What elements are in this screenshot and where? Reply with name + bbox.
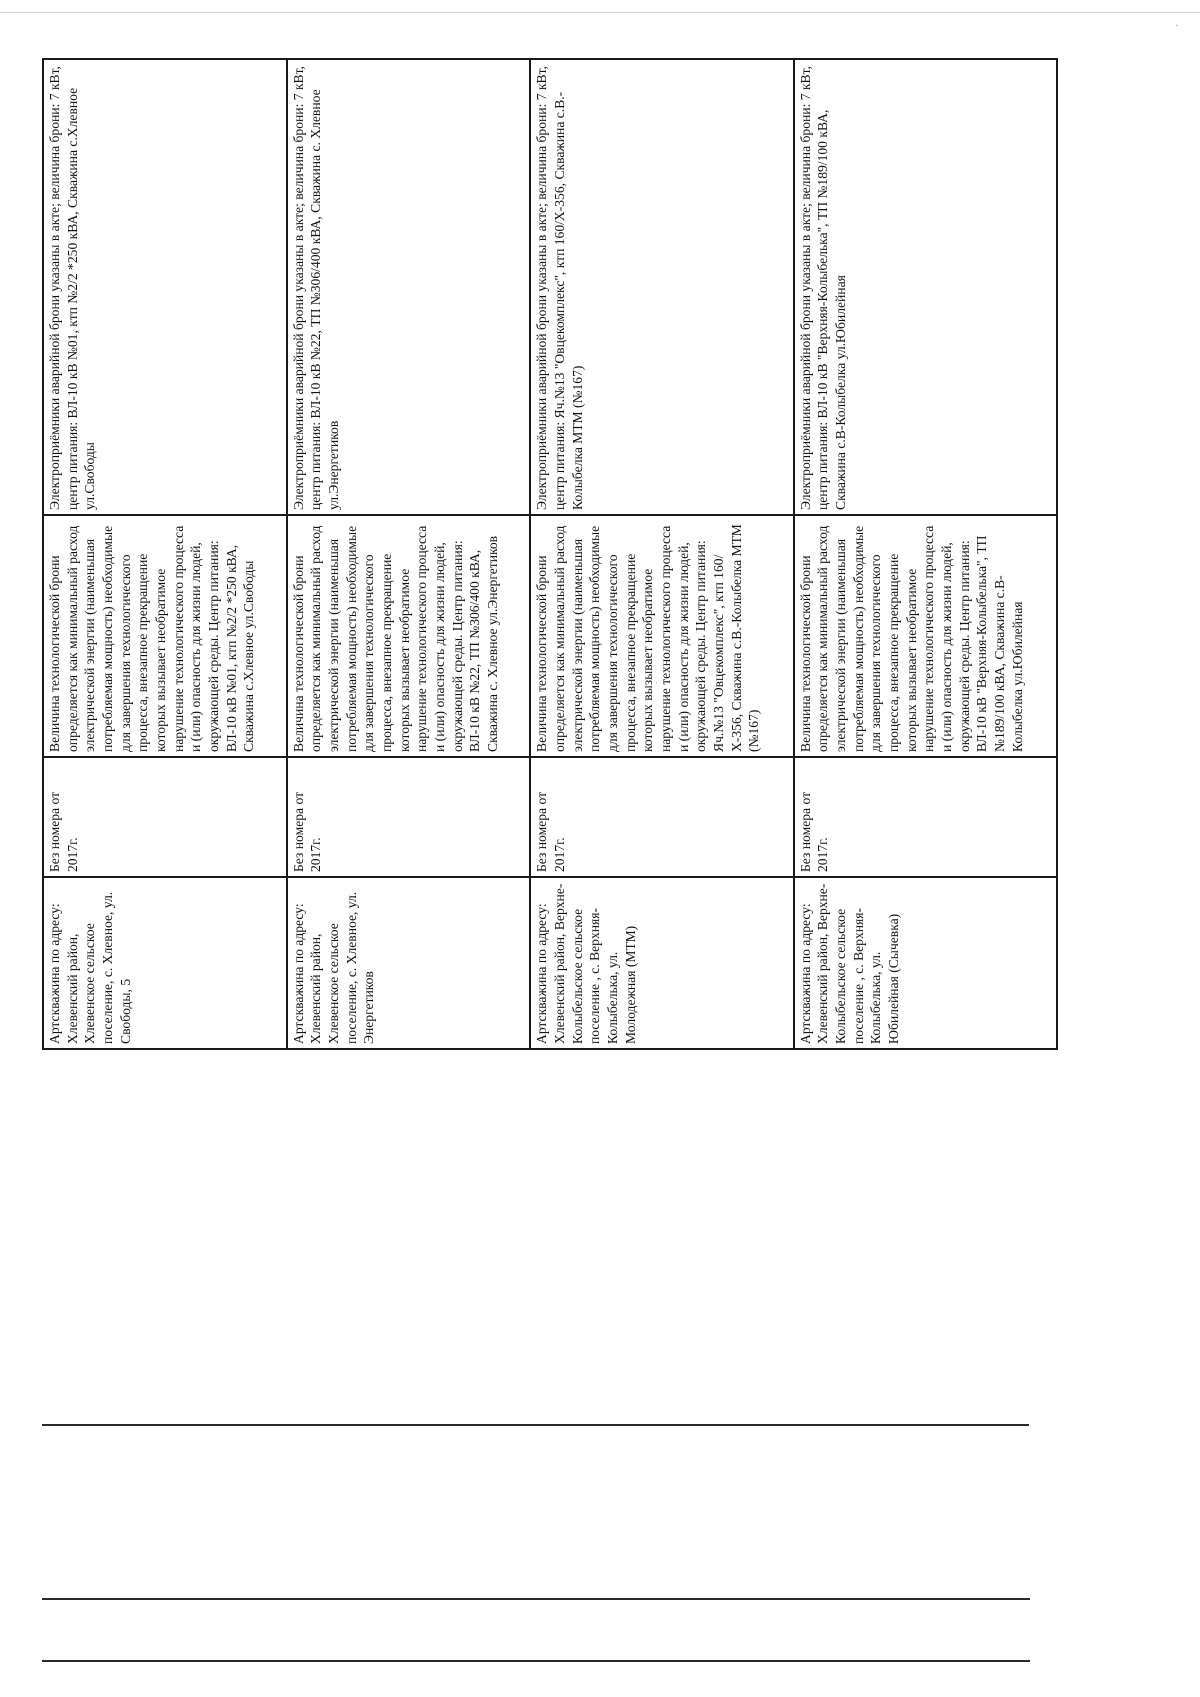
tech-reserve-cell: Величина технологической брони определяется как минимальный расход электрической энергии (наименьшая потребляемая мощность) необходимые для завершения технологического процесса, внезапное прекращение которых вызывает необратимое нарушение технологического процесса и (или) опасность для жизни людей, окружающей среды. Центр питания: ВЛ-10 кВ №01, ктп №2/2 *250 кВА, Скважина с.Хлевное ул.Свободы [43, 515, 287, 757]
divider-line [42, 1424, 1029, 1426]
table-row [287, 59, 531, 1049]
act-number-cell: Без номера от 2017г. [43, 757, 287, 877]
emergency-reserve-cell: Электроприёмники аварийной брони указаны в акте; величина брони: 7 кВт, центр питания: ВЛ-10 кВ №01, ктп №2/2 *250 кВА, Скважина с.Хлевное ул.Свободы [43, 59, 287, 515]
scan-speck: · [1175, 18, 1179, 32]
scan-edge-line [0, 12, 1200, 13]
object-address-cell: Артскважина по адресу: Хлевенский район, Хлевенское сельское поселение, с. Хлевное, ул. Свободы, 5 [43, 877, 287, 1049]
tech-reserve-cell: Величина технологической брони определяется как минимальный расход электрической энергии (наименьшая потребляемая мощность) необходимые для завершения технологического процесса, внезапное прекращение которых вызывает необратимое нарушение технологического процесса и (или) опасность для жизни людей, окружающей среды. Центр питания: Яч.№13 "Овцекомплекс", ктп 160/Х-356, Скважина с.В.-Колыбелка МТМ (№167) [530, 515, 793, 757]
act-number-cell: Без номера от 2017г. [794, 757, 1057, 877]
scan-speck: · [655, 678, 658, 688]
emergency-reserve-cell: Электроприёмники аварийной брони указаны в акте; величина брони: 7 кВт, центр питания: Яч.№13 "Овцекомплекс", ктп 160/Х-356, Скважина с.В.-Колыбелка МТМ (№167) [530, 59, 793, 515]
table-row [530, 59, 793, 1049]
act-number-cell: Без номера от 2017г. [530, 757, 793, 877]
reserve-table-rotated [42, 60, 1058, 1050]
table-row [43, 59, 287, 1049]
object-address-cell: Артскважина по адресу: Хлевенский район, Верхне-Колыбельское сельское поселение , с. Верхняя-Колыбелька, ул. Молодежная (МТМ) [530, 877, 793, 1049]
tech-reserve-cell: Величина технологической брони определяется как минимальный расход электрической энергии (наименьшая потребляемая мощность) необходимые для завершения технологического процесса, внезапное прекращение которых вызывает необратимое нарушение технологического процесса и (или) опасность для жизни людей, окружающей среды. Центр питания: ВЛ-10 кВ №22, ТП №306/400 кВА, Скважина с. Хлевное ул.Энергетиков [287, 515, 531, 757]
act-number-cell: Без номера от 2017г. [287, 757, 531, 877]
emergency-reserve-cell: Электроприёмники аварийной брони указаны в акте; величина брони: 7 кВт, центр питания: ВЛ-10 кВ №22, ТП №306/400 кВА, Скважина с. Хлевное ул.Энергетиков [287, 59, 531, 515]
object-address-cell: Артскважина по адресу: Хлевенский район, Хлевенское сельское поселение, с. Хлевное, ул. Энергетиков [287, 877, 531, 1049]
divider-line [42, 1598, 1030, 1600]
object-address-cell: Артскважина по адресу: Хлевенский район, Верхне-Колыбельское сельское поселение , с. Верхняя-Колыбелька, ул. Юбилейная (Сычевка) [794, 877, 1057, 1049]
table-row [794, 59, 1057, 1049]
tech-reserve-cell: Величина технологической брони определяется как минимальный расход электрической энергии (наименьшая потребляемая мощность) необходимые для завершения технологического процесса, внезапное прекращение которых вызывает необратимое нарушение технологического процесса и (или) опасность для жизни людей, окружающей среды. Центр питания: ВЛ-10 кВ "Верхняя-Колыбелька", ТП №189/100 кВА, Скважина с.В-Колыбелка ул.Юбилейная [794, 515, 1057, 757]
divider-line [42, 1660, 1030, 1662]
emergency-reserve-cell: Электроприёмники аварийной брони указаны в акте; величина брони: 7 кВт, центр питания: ВЛ-10 кВ "Верхняя-Колыбелька", ТП №189/100 кВА, Скважина с.В-Колыбелка ул.Юбилейная [794, 59, 1057, 515]
power-reserve-table [42, 58, 1058, 1050]
